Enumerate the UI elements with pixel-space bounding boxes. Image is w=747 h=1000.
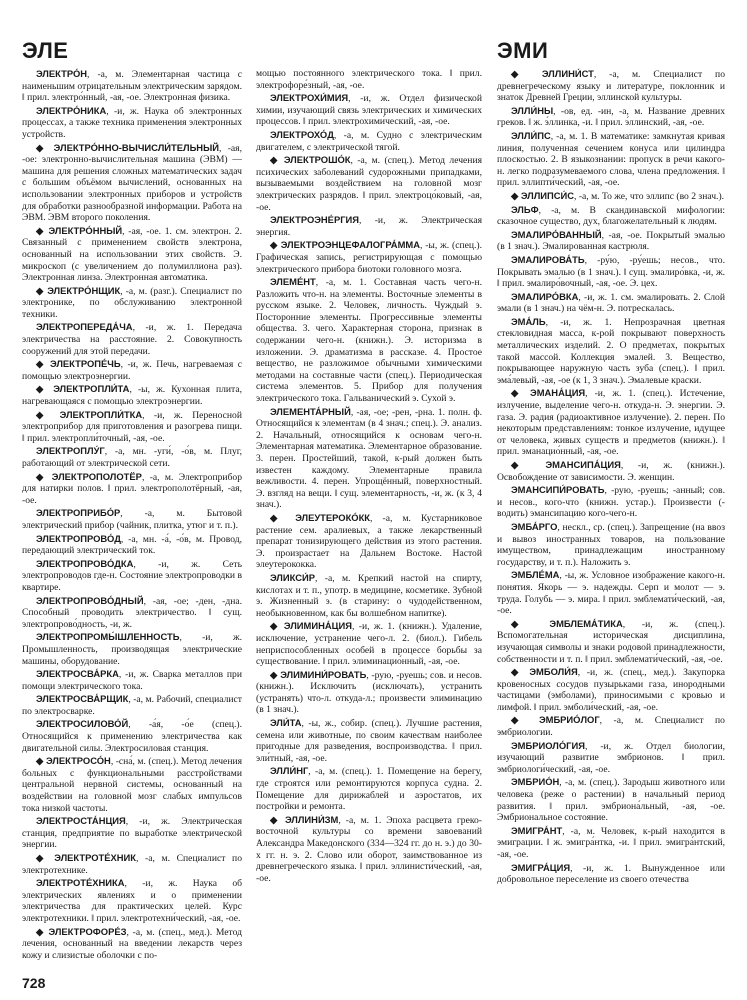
- entry-definition: , -а, м. Человек, к-рый находится в эмиграции. ‖ ж. эмигра́нтка, -и. ‖ прил. эмигра́нтский, -ая, -ое.: [497, 825, 725, 860]
- entry-headword: ЭМБЛЕ́МА: [511, 569, 560, 581]
- column-left: [22, 68, 242, 973]
- entry-headword: ЭЛЕМЕНТА́РНЫЙ: [270, 405, 351, 417]
- entry-definition: , -а, м. 1. Эпоха расцвета греко-восточной культуры со времени завоеваний Александра Македонского (334—324 гг. до н. э.) до 30-х гг. н. э. 2. Слово или оборот, заимствованное из древнегреческого языка. ‖ прил. эллинисти́ческий, -ая, -ое.: [256, 814, 482, 884]
- entry-definition: , -а, м. Специалист по электротехнике.: [22, 853, 242, 876]
- entry-definition: , -и, ж. Отдел биологии, изучающий развитие эмбрионов. ‖ прил. эмбриологи́ческий, -ая, -ое.: [497, 740, 725, 775]
- entry-headword: ◆ ЭЛИМИНИ́РОВАТЬ: [270, 668, 367, 680]
- entry-definition: , -и, ж. Переносной электроприбор для приготовления и разогрева пищи. ‖ прил. электропли́точный, -ая, -ое.: [22, 409, 242, 444]
- entry-headword: ◆ ЭМБОЛИ́Я: [511, 666, 578, 678]
- dictionary-entry: [22, 383, 242, 407]
- entry-headword: ◆ ЭЛЛИНИ́СТ: [511, 68, 594, 79]
- entry-headword: ЭЛЕКТРОПРИБО́Р: [36, 507, 121, 519]
- dictionary-entry: [256, 814, 482, 885]
- dictionary-entry: [22, 105, 242, 141]
- entry-definition: , -а, м. Электроприбор для натирки полов. ‖ прил. электрополотёрный, -ая, -ое.: [22, 471, 242, 506]
- entry-definition: , -а, мн. -уги́, -о́в, м. Плуг, работающий от электрической сети.: [22, 446, 242, 469]
- entry-headword: ЭЛЕКТРО́НИКА: [36, 104, 107, 116]
- dictionary-entry: [22, 225, 242, 284]
- entry-headword: ЭМБРИО́Н: [511, 776, 560, 788]
- entry-headword: ◆ ЭЛЕКТРОПОЛОТЁР: [36, 470, 142, 482]
- entry-headword: ЭМАЛИРО́ВАННЫЙ: [511, 228, 602, 240]
- dictionary-entry: [497, 68, 725, 104]
- entry-definition: , -а, м. (спец., мед.). Метод лечения, основанный на введении лекарств через кожу и слизистые оболочки с по-: [22, 926, 242, 961]
- dictionary-entry: [256, 214, 482, 238]
- dictionary-entry: [256, 717, 482, 764]
- dictionary-entry: [22, 718, 242, 754]
- entry-definition: , -ая, -ое. Покрытый эмалью (в 1 знач.). Эмалированная кастрюля.: [497, 229, 725, 253]
- entry-headword: ◆ ЭЛЛИПСИ́С: [511, 189, 575, 201]
- entry-headword: ЭЛЕКТРОПЛУ́Г: [36, 445, 105, 457]
- entry-definition: , -ы, ж. (спец.). Графическая запись, регистрирующая с помощью электрического прибора биотоки головного мозга.: [256, 240, 482, 275]
- entry-headword: ◆ ЭЛЕУТЕРОКО́КК: [270, 511, 371, 523]
- dictionary-entry: [497, 521, 725, 568]
- entry-definition: , -а, м. Специалист по древнегреческому языку и литературе, поклонник и знаток Древней Греции, эллинской культуры.: [497, 69, 725, 104]
- entry-headword: ◆ ЭЛЕКТРОЭНЦЕФАЛОГРА́ММА: [270, 239, 420, 251]
- entry-definition: , -и, ж. Промышленность, производящая электрические машины, оборудование.: [22, 632, 242, 667]
- dictionary-entry: [22, 285, 242, 321]
- entry-definition: , -ы, ж. Условное изображение какого-н. понятия. Якорь — э. надежды. Серп и молот — э. труда. Голубь — э. мира. ‖ прил. эмблемати́ческий, -ая, -ое.: [497, 570, 725, 617]
- dictionary-entry: [256, 154, 482, 213]
- dictionary-entry: [22, 142, 242, 224]
- dictionary-entry: [497, 714, 725, 738]
- entry-headword: ◆ ЭЛЕКТРОПЛИ́ТА: [36, 383, 130, 395]
- dictionary-entry: [256, 129, 482, 153]
- entry-definition: , -а, м. Рабочий, специалист по электросварке.: [22, 694, 242, 717]
- dictionary-entry: [22, 533, 242, 557]
- entry-definition: , -и, ж. Сеть электропроводов где-н. Состояние электропроводки в квартире.: [22, 558, 242, 593]
- entry-headword: ЭЛЕКТРОПРОВО́ДНЫЙ: [36, 594, 144, 606]
- entry-definition: , -а, м. Судно с электрическим двигателем, с электрической тягой.: [256, 129, 482, 153]
- entry-headword: ЭМА́ЛЬ: [511, 315, 546, 327]
- dictionary-entry: [497, 666, 725, 713]
- dictionary-entry: [497, 740, 725, 776]
- entry-headword: ◆ ЭМБЛЕМА́ТИКА: [511, 617, 623, 629]
- dictionary-entry: [497, 130, 725, 189]
- entry-headword: ЭЛЕКТРОХО́Д: [270, 128, 334, 140]
- dictionary-entry: [22, 631, 242, 667]
- dictionary-entry: [22, 471, 242, 507]
- dictionary-entry: [256, 765, 482, 812]
- entry-headword: ЭЛЕКТРОХИ́МИЯ: [270, 92, 349, 104]
- dictionary-entry: [22, 358, 242, 382]
- entry-definition: , -а, м. 1. Составная часть чего-н. Разложить что-н. на элементы. Восточные элементы в русском языке. 2. Человек, личность. Чуждый э. Посторонние элементы. Прогрессивные элементы общества. 3. чего. Характерная сторона, признак в содержании чего-н. (книжн.). Э. историзма в изложении. Э. драматизма в рассказе. 4. Простое вещество, не разложимое обычными химическими методами на составные части (спец.). Периодическая система элементов. 5. Прибор для получения электрического тока. Гальванический э. Сухой э.: [256, 277, 482, 405]
- dictionary-entry: [497, 316, 725, 387]
- entry-headword: ◆ ЭМАНСИПА́ЦИЯ: [511, 459, 621, 470]
- entry-definition: , -и, ж. 1. Передача электричества на расстояние. 2. Совокупность сооружений для этой передачи.: [22, 322, 242, 357]
- entry-headword: ЭЛЕКТРОСТА́НЦИЯ: [36, 815, 126, 827]
- entry-definition: , -а, м. Кустарниковое растение сем. аралиевых, а также лекарственный препарат тонизирующего действия из этого растения. Э. произрастает на Дальнем Востоке. Настой элеутерококка.: [256, 512, 482, 571]
- entry-definition: , -рую, -руешь; -анный; сов. и несов., кого-что (книжн. устар.). Произвести (-водить) эмансипацию кого-чего-н.: [497, 485, 725, 520]
- entry-definition: , -ы, ж. Кухонная плита, нагревающаяся с помощью электроэнергии.: [22, 384, 242, 408]
- entry-headword: ЭЛЕКТРО́Н: [36, 68, 88, 79]
- entry-definition: , -и, ж. Электрическая станция, предприятие по выработке электрической энергии.: [22, 816, 242, 851]
- entry-headword: ЭМИГРА́НТ: [511, 824, 563, 836]
- entry-definition: , -а, м. Крепкий настой на спирту, кислотах и т. п., употр. в медицине, косметике. Зубной э. Жизненный э. (в старину: о чудодейственном, необыкновенном, как бы волшебном напитке).: [256, 572, 482, 619]
- entry-definition: , -сна́, м. (спец.). Метод лечения больных с функциональными расстройствами центральной нервной системы, основанный на воздействии на головной мозг слабых импульсов тока низкой частоты.: [22, 756, 242, 814]
- entry-definition: , -а, м. (спец.). 1. Помещение на берегу, где строятся или ремонтируются корпуса судна. 2. Помещение для дирижаблей и аэростатов, их постройки и ремонта.: [256, 766, 482, 813]
- entry-headword: ◆ ЭЛЕКТРОПЕ́ЧЬ: [36, 358, 121, 370]
- entry-definition: , -и, ж. (спец.). Вспомогательная историческая дисциплина, изучающая символы и знаки родовой принадлежности, собственности и т. п. ‖ прил. эмблемати́ческий, -ая, -ое.: [497, 618, 725, 665]
- dictionary-entry: [22, 693, 242, 717]
- entry-definition: , -ая, -ое; -рен, -рна. 1. полн. ф. Относящийся к элементам (в 4 знач.; спец.). Э. анализ. 2. Начальный, относящийся к основам чего-н. Элементарная математика. Элементарное образование. 3. перен. Простейший, такой, к-рый должен быть известен каждому. Элементарные правила вежливости. 4. перен. Упрощённый, поверхностный. Э. взгляд на вещи. ‖ сущ. элементарность, -и, ж. (к 3, 4 знач.).: [256, 406, 482, 511]
- entry-definition: , -а, м. Бытовой электрический прибор (чайник, плитка, утюг и т. п.).: [22, 508, 242, 531]
- entry-headword: ЭЛЕКТРОЭНЕ́РГИЯ: [270, 214, 359, 226]
- entry-definition: , -а, м. (спец.). Зародыш животного или человека (реже о растении) в начальный период развития. ‖ прил. эмбриона́льный, -ая, -ое. Эмбриональное состояние.: [497, 777, 725, 824]
- entry-definition: , -и, ж. 1. Вынужденное или добровольное переселение из своего отечества: [497, 862, 725, 886]
- entry-definition: , -а, м. В скандинавской мифологии: сказочное существо, дух, благожелательный к людям.: [497, 204, 725, 228]
- entry-definition: , -и, ж. Наука об электрических явлениях и о применении электричества для практических целей. Курс электротехники. ‖ прил. электротехни́ческий, -ая, -ое.: [22, 878, 242, 924]
- dictionary-entry: [22, 926, 242, 962]
- dictionary-entry: [22, 68, 242, 104]
- entry-headword: ЭЛЕКТРОПРОВО́Д: [36, 532, 121, 544]
- dictionary-entry: [22, 668, 242, 692]
- dictionary-entry: [22, 558, 242, 594]
- entry-headword: ЭЛЕКТРОПРОВО́ДКА: [36, 557, 134, 569]
- dictionary-entry: [22, 445, 242, 469]
- entry-headword: ЭМБА́РГО: [511, 520, 558, 532]
- dictionary-entry: [22, 595, 242, 631]
- entry-definition: , -а́я, -о́е (спец.). Относящийся к применению электричества как двигательной силы. Электросиловая станция.: [22, 719, 242, 754]
- entry-headword: ЭЛЛИ́НЫ: [511, 104, 554, 116]
- dictionary-entry: [497, 254, 725, 290]
- running-head-right: ЭМИ: [497, 38, 549, 63]
- entry-headword: ЭМБРИОЛО́ГИЯ: [511, 739, 585, 751]
- entry-headword: ЭЛЕКТРОСИЛОВО́Й: [36, 718, 129, 730]
- entry-headword: ЭМАЛИРОВА́ТЬ: [511, 253, 585, 265]
- dictionary-entry: [497, 569, 725, 616]
- entry-definition: , -а, м. То же, что эллипс (во 2 знач.).: [574, 190, 725, 202]
- entry-definition: , -а, м. (спец.). Метод лечения психических заболеваний судорожными припадками, вызываемыми воздействием на головной мозг электрических разрядов. ‖ прил. электроцо́ковый, -ая, -ое.: [256, 155, 482, 213]
- entry-definition: , -и, ж. (книжн.). Освобождение от зависимости. Э. женщин.: [497, 460, 725, 483]
- entry-definition: , -а, м. 1. В математике: замкнутая кривая линия, полученная сечением конуса или цилиндра плоскостью. 2. В языкознании: пропуск в речи какого-н. легко подразумеваемого слова, члена предложения. ‖ прил. эллипти́ческий, -ая, -ое.: [497, 130, 725, 189]
- entry-definition: , -и, ж. 1. (книжн.). Удаление, исключение, устранение чего-л. 2. (биол.). Гибель неприспособленных особей в процессе борьбы за существование. ‖ прил. элиминацио́нный, -ая, -ое.: [256, 621, 482, 668]
- entry-headword: ◆ ЭЛИМИНА́ЦИЯ: [270, 620, 352, 632]
- dictionary-entry: [497, 618, 725, 665]
- entry-definition: , -а, м. Специалист по эмбриологии.: [497, 715, 725, 739]
- entry-headword: ЭМАНСИПИ́РОВАТЬ: [511, 484, 605, 496]
- dictionary-entry: [256, 68, 482, 91]
- entry-headword: ЭЛЕКТРОПЕРЕДА́ЧА: [36, 321, 133, 333]
- entry-headword: ◆ ЭЛЕКТРОПЛИ́ТКА: [36, 408, 143, 420]
- entry-headword: ЭЛЕКТРОСВА́РЩИК: [36, 693, 129, 705]
- dictionary-entry: [497, 862, 725, 886]
- entry-headword: ЭМАЛИРО́ВКА: [511, 290, 579, 302]
- entry-headword: ЭЛИКСИ́Р: [270, 571, 315, 583]
- entry-headword: ЭЛЛИ́НГ: [270, 765, 309, 777]
- dictionary-entry: [256, 92, 482, 128]
- dictionary-entry: [256, 239, 482, 275]
- dictionary-entry: [256, 276, 482, 405]
- entry-definition: , -ая, -ое; -ден, -дна. Способный проводить электричество. ‖ сущ. электропрово́дность, -и, ж.: [22, 595, 242, 630]
- column-middle: [256, 68, 482, 973]
- entry-headword: ◆ ЭЛЕКТРО́ННЫЙ: [36, 224, 123, 236]
- entry-headword: ◆ ЭМАНА́ЦИЯ: [511, 387, 586, 399]
- entry-definition: , -ов, ед. -ин, -а, м. Название древних греков. ‖ ж. э́ллинка, -и. ‖ прил. э́ллинский, -ая, -ое.: [497, 105, 725, 129]
- entry-definition: , -и, ж. 1. (спец.). Истечение, излучение, выделение чего-н. откуда-н. Э. энергии. Э. газа. Э. радия (радиоактивное излучение). 2. перен. По некоторым представлениям: тонкое излучение, идущее от человека, живых существ и предметов (книжн.). ‖ прил. эманацио́нный, -ая, -ое.: [497, 388, 725, 458]
- dictionary-entry: [22, 815, 242, 851]
- entry-definition: , -а, м. Элементарная частица с наименьшим отрицательным электрическим зарядом. ‖ прил. электро́нный, -ая, -ое. Электронная физика.: [22, 69, 242, 104]
- dictionary-entry: [256, 572, 482, 619]
- entry-definition: , -и, ж. Наука об электронных процессах, а также техника применения электронных устройств.: [22, 105, 242, 140]
- dictionary-entry: [22, 321, 242, 357]
- dictionary-entry: [22, 852, 242, 876]
- entry-headword: ◆ ЭЛЛИНИ́ЗМ: [270, 813, 339, 825]
- dictionary-entry: [22, 507, 242, 531]
- entry-headword: ◆ ЭЛЕКТРОСО́Н: [36, 755, 111, 767]
- dictionary-entry: [497, 229, 725, 253]
- entry-definition: , -и, ж. 1. Непрозрачная цветная стекловидная масса, к-рой покрывают поверхность металлических изделий. 2. О предметах, покрытых такой массой. Коллекция эмалей. 3. Вещество, покрывающее наружную часть зуба (спец.). ‖ прил. эма́левый, -ая, -ое (к 1, 3 знач.). Эмалевые краски.: [497, 316, 725, 386]
- dictionary-entry: [497, 484, 725, 520]
- dictionary-entry: [256, 512, 482, 571]
- entry-headword: ЭЛЬФ: [511, 203, 539, 215]
- entry-headword: ◆ ЭЛЕКТРОШО́К: [270, 154, 351, 166]
- dictionary-entry: [256, 669, 482, 716]
- dictionary-entry: [497, 105, 725, 129]
- dictionary-entry: [256, 406, 482, 511]
- entry-definition: , -ая, -ое. 1. см. электрон. 2. Связанный с применением свойств электрона, основанный на использовании этих свойств. Э. микроскоп (с увеличением до полумиллиона раз). Электронная линза. Электронная автоматика.: [22, 225, 242, 284]
- entry-definition: мощью постоянного электрического тока. ‖ прил. электрофоре́зный, -ая, -ое.: [256, 68, 482, 91]
- dictionary-entry: [497, 776, 725, 823]
- entry-headword: ◆ ЭМБРИО́ЛОГ: [511, 714, 600, 726]
- page-number: 728: [22, 975, 46, 991]
- entry-headword: ◆ ЭЛЕКТРОТЕ́ХНИК: [36, 852, 137, 863]
- entry-headword: ЭЛЕМЕ́НТ: [270, 276, 316, 288]
- entry-headword: ◆ ЭЛЕКТРОФОРЕ́З: [36, 925, 127, 937]
- entry-definition: , -и, ж. Печь, нагреваемая с помощью электроэнергии.: [22, 359, 242, 382]
- entry-definition: , -и, ж. Сварка металлов при помощи электрического тока.: [22, 669, 242, 692]
- dictionary-entry: [497, 291, 725, 315]
- entry-definition: , -ру́ю, -ру́ешь; несов., что. Покрывать эмалью (в 1 знач.). ‖ сущ. эмалиро́вка, -и, ж. ‖ прил. эмалиро́вочный, -ая, -ое. Э. цех.: [497, 254, 725, 290]
- column-right: [497, 68, 725, 973]
- dictionary-entry: [22, 409, 242, 445]
- entry-definition: , -и, ж. 1. см. эмалировать. 2. Слой эмали (в 1 знач.) на чём-н. Э. потрескалась.: [497, 291, 725, 315]
- dictionary-entry: [497, 204, 725, 228]
- entry-definition: , -а, мн. -а́, -о́в, м. Провод, передающий электрический ток.: [22, 533, 242, 557]
- entry-headword: ◆ ЭЛЕКТРО́ННО-ВЫЧИСЛИ́ТЕЛЬНЫЙ: [36, 141, 219, 153]
- entry-definition: , -а, м. (разг.). Специалист по электронике, по обслуживанию электронной техники.: [22, 285, 242, 320]
- entry-definition: , -ая, -ое: электронно-вычислительная машина (ЭВМ) — машина для решения сложных математических задач с большим объёмом вычислений, основанных на использовании электронных приборов и устройств для обработки разнообразной информации. Работа на ЭВМ. ЭВМ второго поколения.: [22, 142, 242, 224]
- dictionary-entry: [497, 459, 725, 483]
- running-head-left: ЭЛЕ: [22, 38, 69, 63]
- dictionary-entry: [256, 620, 482, 667]
- entry-headword: ЭЛИ́ТА: [270, 717, 302, 729]
- entry-definition: , -и, ж. Отдел физической химии, изучающий связь электрических и химических процессов. ‖ прил. электрохими́ческий, -ая, -ое.: [256, 93, 482, 128]
- entry-headword: ЭЛЕКТРОСВА́РКА: [36, 668, 119, 680]
- entry-definition: , -и, ж. (спец., мед.). Закупорка кровеносных сосудов пузырьками газа, инородными частицами (эмболами), приносимыми с кровью и лимфой. ‖ прил. эмболи́ческий, -ая, -ое.: [497, 667, 725, 713]
- entry-definition: , -и, ж. Электрическая энергия.: [256, 215, 482, 238]
- dictionary-entry: [497, 387, 725, 458]
- entry-headword: ◆ ЭЛЕКТРО́НЩИК: [36, 284, 121, 296]
- entry-headword: ЭЛЛИ́ПС: [511, 129, 551, 141]
- entry-definition: , -рую, -руешь; сов. и несов. (книжн.). Исключить (исключать), устранить (устранять) что-л. откуда-л.; произвести элиминацию (в 1 знач.).: [256, 669, 482, 716]
- entry-definition: , -ы, ж., собир. (спец.). Лучшие растения, семена или животные, по своим качествам наиболее пригодные для разведения, воспроизводства. ‖ прил. эли́тный, -ая, -ое.: [256, 718, 482, 764]
- entry-headword: ЭЛЕКТРОТЕ́ХНИКА: [36, 877, 125, 889]
- dictionary-entry: [497, 190, 725, 203]
- dictionary-entry: [497, 825, 725, 861]
- entry-definition: , нескл., ср. (спец.). Запрещение (на ввоз и вывоз иностранных товаров, на пользование имуществом, принадлежащим иностранному государству, и т. п.). Наложить э.: [497, 521, 725, 568]
- dictionary-entry: [22, 877, 242, 924]
- entry-headword: ЭЛЕКТРОПРОМЫ́ШЛЕННОСТЬ: [36, 631, 180, 643]
- entry-headword: ЭМИГРА́ЦИЯ: [511, 861, 571, 873]
- dictionary-entry: [22, 755, 242, 814]
